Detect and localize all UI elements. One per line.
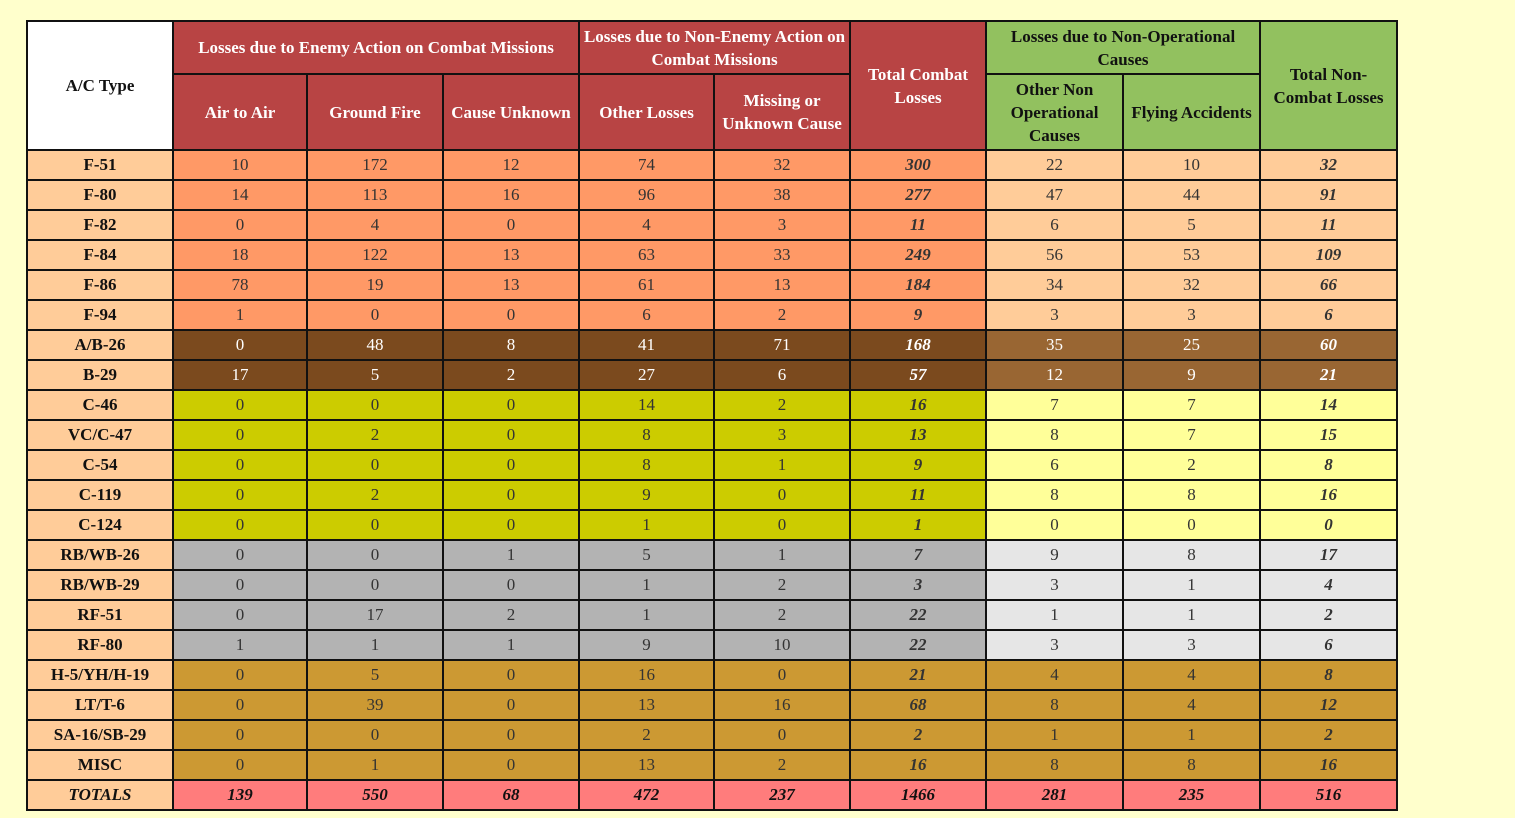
cell-other-losses: 1 (579, 600, 714, 630)
cell-total-combat: 11 (850, 480, 986, 510)
header-ac-type: A/C Type (27, 21, 173, 150)
table-row (27, 690, 1397, 720)
cell-other-nonop: 6 (986, 210, 1123, 240)
cell-missing-unknown: 3 (714, 420, 850, 450)
cell-ac-type: B-29 (27, 360, 173, 390)
cell-total-total-noncombat: 516 (1260, 780, 1397, 810)
header-group-enemy-action: Losses due to Enemy Action on Combat Missions (173, 21, 579, 74)
cell-total-noncombat: 12 (1260, 690, 1397, 720)
table-row (27, 750, 1397, 780)
table-row (27, 480, 1397, 510)
cell-cause-unknown: 12 (443, 150, 579, 180)
cell-flying-accidents: 53 (1123, 240, 1260, 270)
cell-other-nonop: 6 (986, 450, 1123, 480)
cell-total-combat: 1 (850, 510, 986, 540)
cell-total-combat: 168 (850, 330, 986, 360)
cell-total-combat: 22 (850, 600, 986, 630)
table-row (27, 450, 1397, 480)
cell-missing-unknown: 6 (714, 360, 850, 390)
cell-air-to-air: 0 (173, 600, 307, 630)
cell-other-losses: 16 (579, 660, 714, 690)
cell-ac-type: RF-51 (27, 600, 173, 630)
aircraft-losses-table (26, 20, 1398, 811)
cell-flying-accidents: 4 (1123, 660, 1260, 690)
header-missing-unknown-cause: Missing or Unknown Cause (714, 74, 850, 150)
cell-cause-unknown: 0 (443, 300, 579, 330)
cell-cause-unknown: 0 (443, 450, 579, 480)
cell-total-noncombat: 6 (1260, 300, 1397, 330)
cell-total-other-losses: 472 (579, 780, 714, 810)
cell-flying-accidents: 8 (1123, 750, 1260, 780)
cell-cause-unknown: 0 (443, 390, 579, 420)
cell-total-noncombat: 14 (1260, 390, 1397, 420)
cell-other-losses: 8 (579, 450, 714, 480)
cell-cause-unknown: 0 (443, 570, 579, 600)
cell-total-missing-unknown: 237 (714, 780, 850, 810)
cell-flying-accidents: 1 (1123, 600, 1260, 630)
cell-flying-accidents: 44 (1123, 180, 1260, 210)
cell-total-combat: 3 (850, 570, 986, 600)
cell-air-to-air: 0 (173, 660, 307, 690)
cell-other-nonop: 56 (986, 240, 1123, 270)
cell-flying-accidents: 3 (1123, 300, 1260, 330)
cell-flying-accidents: 32 (1123, 270, 1260, 300)
cell-missing-unknown: 1 (714, 540, 850, 570)
table-row (27, 570, 1397, 600)
cell-other-losses: 1 (579, 570, 714, 600)
cell-ground-fire: 0 (307, 720, 443, 750)
table-row (27, 150, 1397, 180)
cell-air-to-air: 10 (173, 150, 307, 180)
table-row (27, 540, 1397, 570)
cell-ground-fire: 0 (307, 300, 443, 330)
cell-ground-fire: 1 (307, 630, 443, 660)
cell-total-combat: 13 (850, 420, 986, 450)
table-row (27, 510, 1397, 540)
cell-flying-accidents: 25 (1123, 330, 1260, 360)
cell-other-losses: 63 (579, 240, 714, 270)
cell-total-combat: 9 (850, 450, 986, 480)
cell-total-combat: 16 (850, 390, 986, 420)
cell-other-nonop: 1 (986, 600, 1123, 630)
cell-total-cause-unknown: 68 (443, 780, 579, 810)
cell-total-other-nonop: 281 (986, 780, 1123, 810)
cell-air-to-air: 0 (173, 480, 307, 510)
cell-total-combat: 2 (850, 720, 986, 750)
cell-total-combat: 16 (850, 750, 986, 780)
cell-missing-unknown: 0 (714, 660, 850, 690)
cell-other-losses: 61 (579, 270, 714, 300)
header-air-to-air: Air to Air (173, 74, 307, 150)
cell-flying-accidents: 10 (1123, 150, 1260, 180)
table-row (27, 420, 1397, 450)
cell-total-combat: 249 (850, 240, 986, 270)
table-row (27, 630, 1397, 660)
cell-air-to-air: 1 (173, 300, 307, 330)
cell-ground-fire: 1 (307, 750, 443, 780)
cell-other-nonop: 1 (986, 720, 1123, 750)
cell-air-to-air: 1 (173, 630, 307, 660)
cell-other-losses: 74 (579, 150, 714, 180)
cell-total-noncombat: 91 (1260, 180, 1397, 210)
cell-total-noncombat: 4 (1260, 570, 1397, 600)
cell-missing-unknown: 0 (714, 720, 850, 750)
cell-totals-label: TOTALS (27, 780, 173, 810)
cell-ac-type: MISC (27, 750, 173, 780)
cell-other-losses: 13 (579, 690, 714, 720)
cell-ac-type: F-84 (27, 240, 173, 270)
table-row (27, 660, 1397, 690)
cell-cause-unknown: 0 (443, 690, 579, 720)
cell-flying-accidents: 1 (1123, 570, 1260, 600)
cell-ac-type: C-119 (27, 480, 173, 510)
cell-air-to-air: 0 (173, 540, 307, 570)
cell-cause-unknown: 0 (443, 210, 579, 240)
cell-total-noncombat: 16 (1260, 750, 1397, 780)
cell-missing-unknown: 33 (714, 240, 850, 270)
cell-other-nonop: 12 (986, 360, 1123, 390)
cell-ground-fire: 4 (307, 210, 443, 240)
cell-total-noncombat: 66 (1260, 270, 1397, 300)
cell-air-to-air: 0 (173, 720, 307, 750)
cell-air-to-air: 0 (173, 690, 307, 720)
cell-ac-type: F-94 (27, 300, 173, 330)
cell-ground-fire: 0 (307, 570, 443, 600)
cell-other-losses: 41 (579, 330, 714, 360)
cell-total-combat: 11 (850, 210, 986, 240)
cell-total-noncombat: 0 (1260, 510, 1397, 540)
cell-other-nonop: 9 (986, 540, 1123, 570)
cell-ground-fire: 2 (307, 480, 443, 510)
cell-total-combat: 21 (850, 660, 986, 690)
cell-air-to-air: 78 (173, 270, 307, 300)
header-other-losses: Other Losses (579, 74, 714, 150)
cell-total-noncombat: 2 (1260, 600, 1397, 630)
cell-cause-unknown: 0 (443, 510, 579, 540)
cell-other-losses: 2 (579, 720, 714, 750)
cell-air-to-air: 14 (173, 180, 307, 210)
cell-other-nonop: 4 (986, 660, 1123, 690)
cell-ac-type: LT/T-6 (27, 690, 173, 720)
cell-total-total-combat: 1466 (850, 780, 986, 810)
cell-air-to-air: 0 (173, 510, 307, 540)
cell-cause-unknown: 13 (443, 270, 579, 300)
cell-missing-unknown: 0 (714, 510, 850, 540)
cell-ac-type: RB/WB-29 (27, 570, 173, 600)
cell-total-noncombat: 21 (1260, 360, 1397, 390)
header-total-combat-losses: Total Combat Losses (850, 21, 986, 150)
cell-cause-unknown: 2 (443, 600, 579, 630)
cell-other-nonop: 3 (986, 570, 1123, 600)
cell-cause-unknown: 0 (443, 420, 579, 450)
cell-total-flying-accidents: 235 (1123, 780, 1260, 810)
cell-cause-unknown: 16 (443, 180, 579, 210)
cell-total-ground-fire: 550 (307, 780, 443, 810)
cell-ground-fire: 39 (307, 690, 443, 720)
header-group-non-enemy-action: Losses due to Non-Enemy Action on Combat Missions (579, 21, 850, 74)
cell-flying-accidents: 5 (1123, 210, 1260, 240)
cell-other-nonop: 8 (986, 750, 1123, 780)
cell-cause-unknown: 1 (443, 630, 579, 660)
cell-ground-fire: 5 (307, 660, 443, 690)
cell-other-losses: 8 (579, 420, 714, 450)
cell-ground-fire: 17 (307, 600, 443, 630)
cell-other-nonop: 7 (986, 390, 1123, 420)
cell-total-combat: 68 (850, 690, 986, 720)
cell-cause-unknown: 1 (443, 540, 579, 570)
cell-air-to-air: 17 (173, 360, 307, 390)
cell-total-combat: 22 (850, 630, 986, 660)
table-body (27, 150, 1397, 810)
cell-flying-accidents: 1 (1123, 720, 1260, 750)
cell-other-nonop: 0 (986, 510, 1123, 540)
cell-ac-type: F-82 (27, 210, 173, 240)
table-row (27, 390, 1397, 420)
cell-other-losses: 14 (579, 390, 714, 420)
cell-air-to-air: 18 (173, 240, 307, 270)
cell-total-combat: 9 (850, 300, 986, 330)
cell-total-combat: 184 (850, 270, 986, 300)
cell-ground-fire: 0 (307, 450, 443, 480)
cell-flying-accidents: 8 (1123, 540, 1260, 570)
cell-cause-unknown: 8 (443, 330, 579, 360)
header-flying-accidents: Flying Accidents (1123, 74, 1260, 150)
cell-cause-unknown: 0 (443, 750, 579, 780)
cell-flying-accidents: 2 (1123, 450, 1260, 480)
cell-other-nonop: 22 (986, 150, 1123, 180)
cell-missing-unknown: 13 (714, 270, 850, 300)
header-group-non-operational: Losses due to Non-Operational Causes (986, 21, 1260, 74)
table-row (27, 300, 1397, 330)
cell-total-noncombat: 15 (1260, 420, 1397, 450)
cell-total-combat: 300 (850, 150, 986, 180)
cell-cause-unknown: 0 (443, 480, 579, 510)
table-row (27, 360, 1397, 390)
cell-flying-accidents: 3 (1123, 630, 1260, 660)
header-total-non-combat-losses: Total Non-Combat Losses (1260, 21, 1397, 150)
cell-ac-type: RF-80 (27, 630, 173, 660)
cell-total-noncombat: 60 (1260, 330, 1397, 360)
cell-total-noncombat: 6 (1260, 630, 1397, 660)
cell-ac-type: F-86 (27, 270, 173, 300)
cell-ground-fire: 48 (307, 330, 443, 360)
cell-missing-unknown: 2 (714, 390, 850, 420)
cell-missing-unknown: 2 (714, 750, 850, 780)
cell-total-combat: 57 (850, 360, 986, 390)
cell-other-nonop: 3 (986, 630, 1123, 660)
cell-ground-fire: 2 (307, 420, 443, 450)
header-other-non-operational-causes: Other Non Operational Causes (986, 74, 1123, 150)
cell-air-to-air: 0 (173, 330, 307, 360)
cell-air-to-air: 0 (173, 210, 307, 240)
cell-cause-unknown: 2 (443, 360, 579, 390)
cell-ground-fire: 0 (307, 540, 443, 570)
cell-flying-accidents: 7 (1123, 420, 1260, 450)
cell-total-noncombat: 17 (1260, 540, 1397, 570)
cell-flying-accidents: 9 (1123, 360, 1260, 390)
cell-flying-accidents: 7 (1123, 390, 1260, 420)
table-header (27, 21, 1397, 150)
cell-ac-type: RB/WB-26 (27, 540, 173, 570)
cell-total-noncombat: 8 (1260, 450, 1397, 480)
cell-ac-type: SA-16/SB-29 (27, 720, 173, 750)
cell-ground-fire: 172 (307, 150, 443, 180)
table-row (27, 720, 1397, 750)
cell-other-losses: 4 (579, 210, 714, 240)
cell-total-noncombat: 8 (1260, 660, 1397, 690)
totals-row (27, 780, 1397, 810)
cell-missing-unknown: 0 (714, 480, 850, 510)
cell-missing-unknown: 71 (714, 330, 850, 360)
cell-air-to-air: 0 (173, 390, 307, 420)
cell-ac-type: F-80 (27, 180, 173, 210)
cell-total-noncombat: 32 (1260, 150, 1397, 180)
cell-ac-type: VC/C-47 (27, 420, 173, 450)
cell-other-losses: 6 (579, 300, 714, 330)
cell-total-air-to-air: 139 (173, 780, 307, 810)
cell-ac-type: A/B-26 (27, 330, 173, 360)
cell-other-nonop: 34 (986, 270, 1123, 300)
cell-other-nonop: 8 (986, 420, 1123, 450)
cell-ground-fire: 113 (307, 180, 443, 210)
cell-missing-unknown: 2 (714, 600, 850, 630)
cell-other-losses: 96 (579, 180, 714, 210)
table-row (27, 270, 1397, 300)
cell-total-noncombat: 109 (1260, 240, 1397, 270)
cell-ac-type: C-46 (27, 390, 173, 420)
cell-ground-fire: 122 (307, 240, 443, 270)
cell-other-nonop: 35 (986, 330, 1123, 360)
cell-missing-unknown: 3 (714, 210, 850, 240)
cell-other-nonop: 8 (986, 690, 1123, 720)
cell-flying-accidents: 0 (1123, 510, 1260, 540)
cell-missing-unknown: 16 (714, 690, 850, 720)
cell-cause-unknown: 13 (443, 240, 579, 270)
cell-missing-unknown: 2 (714, 300, 850, 330)
cell-other-nonop: 8 (986, 480, 1123, 510)
cell-total-combat: 7 (850, 540, 986, 570)
cell-missing-unknown: 1 (714, 450, 850, 480)
cell-flying-accidents: 8 (1123, 480, 1260, 510)
cell-other-losses: 27 (579, 360, 714, 390)
table-row (27, 210, 1397, 240)
cell-flying-accidents: 4 (1123, 690, 1260, 720)
cell-missing-unknown: 38 (714, 180, 850, 210)
table-row (27, 600, 1397, 630)
cell-other-nonop: 47 (986, 180, 1123, 210)
cell-ac-type: C-54 (27, 450, 173, 480)
cell-ground-fire: 19 (307, 270, 443, 300)
cell-ground-fire: 5 (307, 360, 443, 390)
table-row (27, 330, 1397, 360)
cell-other-nonop: 3 (986, 300, 1123, 330)
table-row (27, 180, 1397, 210)
cell-ac-type: C-124 (27, 510, 173, 540)
cell-total-combat: 277 (850, 180, 986, 210)
cell-air-to-air: 0 (173, 750, 307, 780)
cell-cause-unknown: 0 (443, 660, 579, 690)
cell-ground-fire: 0 (307, 390, 443, 420)
cell-missing-unknown: 2 (714, 570, 850, 600)
cell-other-losses: 1 (579, 510, 714, 540)
cell-other-losses: 5 (579, 540, 714, 570)
cell-total-noncombat: 2 (1260, 720, 1397, 750)
cell-missing-unknown: 32 (714, 150, 850, 180)
cell-other-losses: 9 (579, 630, 714, 660)
cell-total-noncombat: 11 (1260, 210, 1397, 240)
cell-air-to-air: 0 (173, 570, 307, 600)
cell-missing-unknown: 10 (714, 630, 850, 660)
cell-other-losses: 13 (579, 750, 714, 780)
cell-air-to-air: 0 (173, 420, 307, 450)
cell-other-losses: 9 (579, 480, 714, 510)
cell-ground-fire: 0 (307, 510, 443, 540)
table-row (27, 240, 1397, 270)
cell-cause-unknown: 0 (443, 720, 579, 750)
header-ground-fire: Ground Fire (307, 74, 443, 150)
cell-ac-type: H-5/YH/H-19 (27, 660, 173, 690)
cell-ac-type: F-51 (27, 150, 173, 180)
header-cause-unknown: Cause Unknown (443, 74, 579, 150)
cell-air-to-air: 0 (173, 450, 307, 480)
cell-total-noncombat: 16 (1260, 480, 1397, 510)
